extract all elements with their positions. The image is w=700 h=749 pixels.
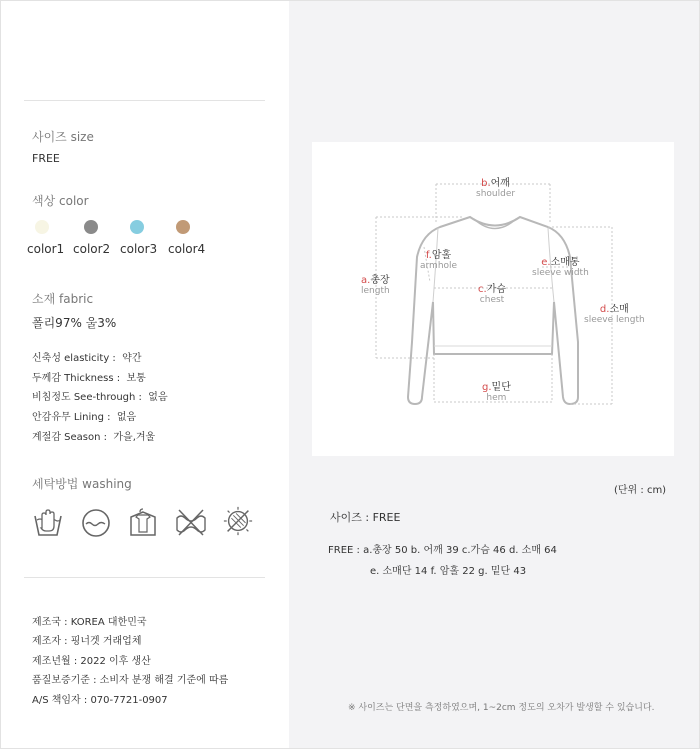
size-title: 사이즈 size bbox=[32, 130, 94, 144]
color-label: color2 bbox=[73, 242, 111, 256]
do-not-tumble-dry-icon bbox=[222, 505, 254, 537]
label-b: b.어깨 shoulder bbox=[476, 178, 516, 199]
info-row: 제조년월 : 2022 이후 생산 bbox=[32, 656, 151, 667]
property-row: 계절감 Season : 가을,겨울 bbox=[32, 432, 156, 443]
size-note: ※ 사이즈는 단면을 측정하였으며, 1~2cm 정도의 오차가 발생할 수 있습니다. bbox=[348, 703, 655, 713]
divider bbox=[24, 577, 265, 578]
color-swatch bbox=[84, 220, 98, 234]
color-swatch bbox=[130, 220, 144, 234]
label-c: c.가슴 chest bbox=[478, 284, 507, 305]
label-d: d.소매 sleeve length bbox=[584, 304, 645, 325]
label-a: a.총장 length bbox=[361, 275, 390, 296]
washing-title: 세탁방법 washing bbox=[32, 477, 132, 491]
color-label: color4 bbox=[168, 242, 206, 256]
color-swatch bbox=[176, 220, 190, 234]
hand-wash-icon bbox=[32, 506, 64, 538]
color-label: color3 bbox=[120, 242, 158, 256]
info-row: 품질보증기준 : 소비자 분쟁 해결 기준에 따름 bbox=[32, 675, 229, 686]
property-row: 안감유무 Lining : 없음 bbox=[32, 412, 137, 423]
label-f: f.암홀 armhole bbox=[420, 250, 458, 271]
fabric-title: 소재 fabric bbox=[32, 292, 94, 306]
label-g: g.밑단 hem bbox=[482, 382, 511, 403]
size-value: FREE bbox=[32, 152, 60, 165]
info-row: A/S 책임자 : 070-7721-0907 bbox=[32, 695, 168, 706]
gentle-wash-icon bbox=[80, 506, 112, 538]
unit-label: (단위 : cm) bbox=[614, 485, 667, 496]
divider bbox=[24, 100, 265, 101]
color-label: color1 bbox=[27, 242, 65, 256]
size-spec-title: 사이즈 : FREE bbox=[330, 511, 401, 524]
label-e: e.소매통 sleeve width bbox=[532, 257, 589, 278]
property-row: 비침정도 See-through : 없음 bbox=[32, 392, 168, 403]
measure-line: FREE : a.총장 50 b. 어깨 39 c.가슴 46 d. 소매 64 bbox=[328, 545, 557, 556]
property-row: 신축성 elasticity : 약간 bbox=[32, 353, 142, 364]
do-not-wring-icon bbox=[175, 506, 207, 538]
property-row: 두께감 Thickness : 보통 bbox=[32, 373, 146, 384]
color-swatch bbox=[35, 220, 49, 234]
measure-line: e. 소매단 14 f. 암홀 22 g. 밑단 43 bbox=[370, 566, 527, 577]
info-row: 제조자 : 핑너겟 거래업체 bbox=[32, 636, 142, 647]
hang-dry-icon bbox=[127, 506, 159, 538]
color-title: 색상 color bbox=[32, 194, 89, 208]
info-row: 제조국 : KOREA 대한민국 bbox=[32, 617, 147, 628]
fabric-value: 폴리97% 울3% bbox=[32, 316, 117, 330]
size-diagram bbox=[312, 142, 674, 456]
